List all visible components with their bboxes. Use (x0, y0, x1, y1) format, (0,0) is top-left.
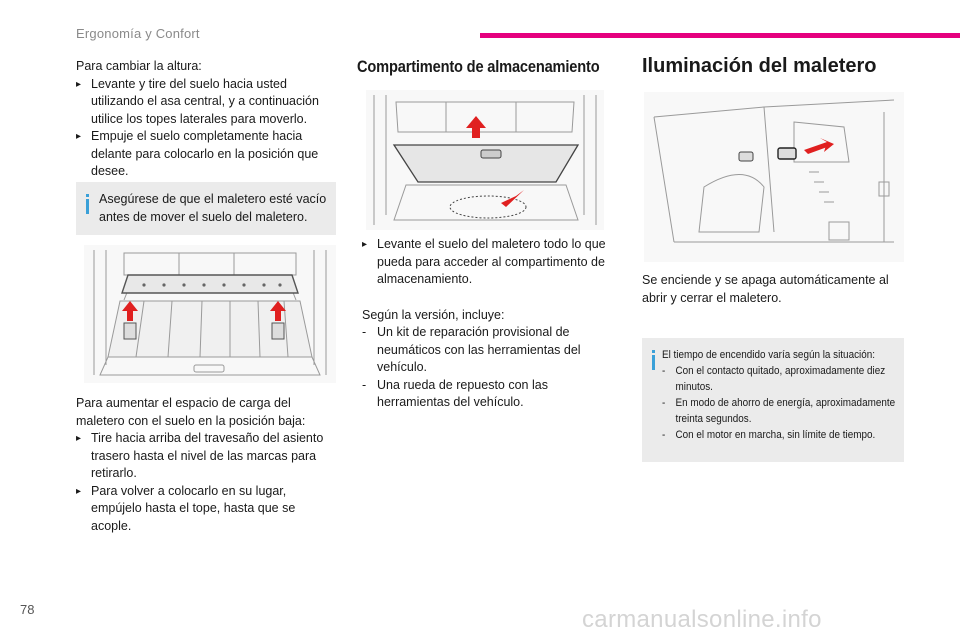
note-intro: El tiempo de encendido varía según la situación: (662, 349, 875, 361)
watermark: carmanualsonline.info (582, 606, 822, 633)
step-text: Levante el suelo del maletero todo lo que pueda para acceder al compartimento de almacenamiento. (377, 237, 606, 286)
page-number: 78 (20, 602, 35, 617)
list-item-text: Un kit de reparación provisional de neumáticos con las herramientas del vehículo. (377, 325, 581, 374)
step-item (362, 236, 612, 289)
left-column-lower (76, 395, 338, 535)
storage-heading: Compartimento de almacenamiento (357, 57, 600, 76)
intro-text: Según la versión, incluye: (362, 307, 505, 322)
trunk-lighting-heading: Iluminación del maletero (642, 55, 877, 77)
step-text: Para volver a colocarlo en su lugar, empújelo hasta el tope, hasta que se acople. (91, 483, 296, 533)
arrow-bullet-icon: ▸ (76, 78, 82, 90)
dash-marker: - (662, 365, 666, 377)
arrow-bullet-icon: ▸ (76, 131, 82, 142)
trunk-light-illustration (644, 92, 904, 262)
list-item-text: Una rueda de repuesto con las herramientas del vehículo. (377, 377, 548, 409)
left-column (76, 58, 331, 181)
storage-compartment-illustration (366, 90, 604, 230)
note-item-text: Con el motor en marcha, sin límite de tiempo. (675, 429, 876, 441)
note-item (662, 427, 900, 443)
dash-marker: - (662, 397, 666, 409)
step-text: Tire hacia arriba del travesaño del asiento trasero hasta el nivel de las marcas para retirarlo. (91, 431, 324, 480)
right-text: Se enciende y se apaga automáticamente al abrir y cerrar el maletero. (642, 273, 889, 305)
step-item (76, 76, 331, 129)
note-item-text: Con el contacto quitado, aproximadamente diez minutos. (675, 365, 886, 393)
intro-text: Para cambiar la altura: (76, 59, 202, 73)
trunk-crossbar-illustration (84, 245, 336, 383)
note-item (662, 395, 900, 427)
step-item (76, 128, 331, 181)
arrow-bullet-icon: ▸ (76, 485, 82, 497)
step-item (76, 483, 338, 536)
arrow-bullet-icon: ▸ (362, 239, 368, 250)
note-body (662, 347, 900, 443)
list-item (362, 324, 612, 377)
dash-marker: - (362, 377, 367, 392)
note-text: Asegúrese de que el maletero esté vacío antes de mover el suelo del maletero. (99, 192, 327, 224)
step-text: Levante y tire del suelo hacia usted utilizando el asa central, y a continuación utilice los topes laterales para moverlo. (91, 76, 319, 126)
middle-column (362, 236, 612, 412)
dash-marker: - (662, 429, 666, 441)
section-title: Ergonomía y Confort (76, 26, 200, 41)
step-text: Empuje el suelo completamente hacia delante para colocarlo en la posición que desee. (91, 129, 319, 178)
info-note (76, 182, 336, 235)
dash-marker: - (362, 325, 367, 339)
header-accent-bar (480, 33, 960, 38)
info-icon (652, 350, 655, 370)
note-item-text: En modo de ahorro de energía, aproximadamente treinta segundos. (675, 397, 896, 425)
intro-text: Para aumentar el espacio de carga del maletero con el suelo en la posición baja: (76, 396, 306, 428)
step-item (76, 430, 338, 483)
arrow-bullet-icon: ▸ (76, 433, 82, 444)
list-item (362, 377, 612, 412)
info-icon (86, 194, 89, 214)
info-note (642, 338, 904, 462)
note-item (662, 363, 900, 395)
